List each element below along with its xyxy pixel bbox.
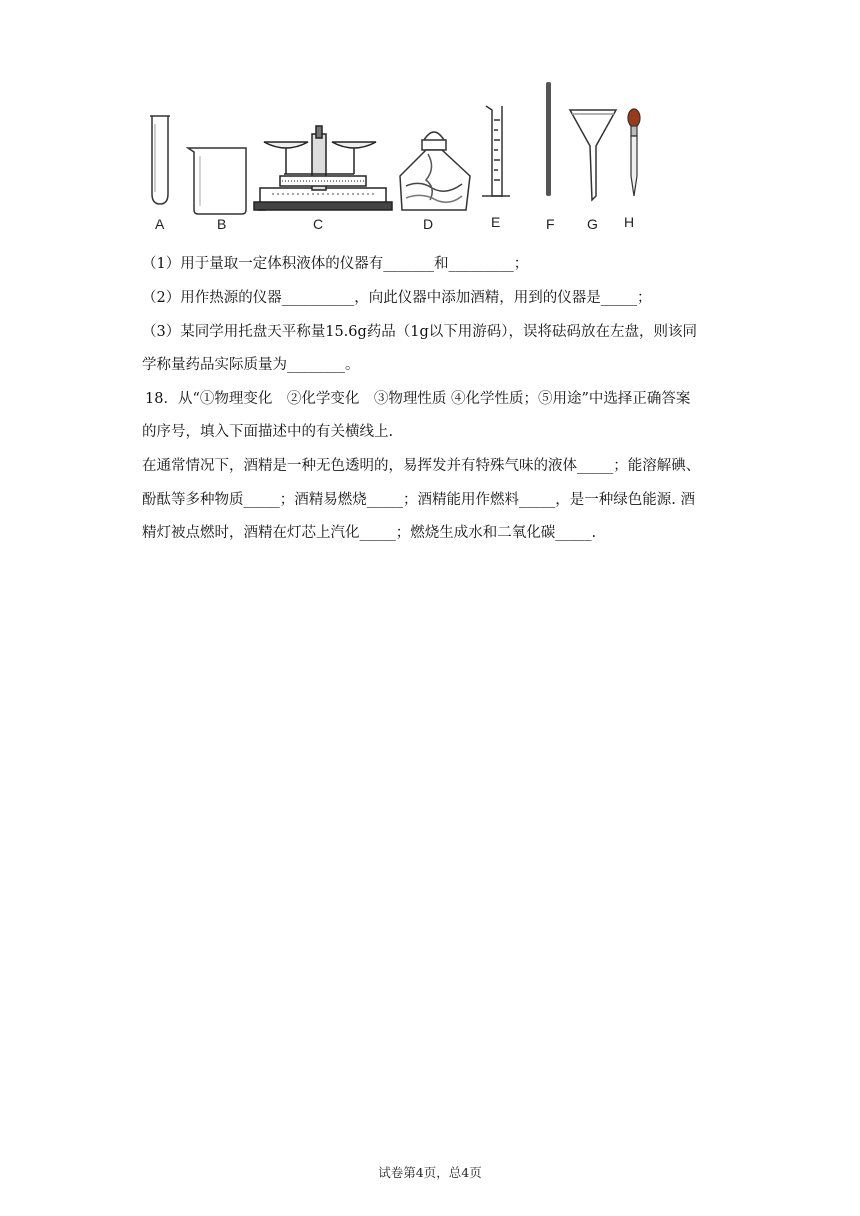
q18-line1: 18．从“①物理变化 ②化学变化 ③物理性质 ④化学性质；⑤用途”中选择正确答案 <box>145 391 691 407</box>
label-b: B <box>217 216 227 232</box>
page-footer: 试卷第4页，总4页 <box>378 1165 482 1180</box>
label-c: C <box>313 216 324 232</box>
q18-line5: 精灯被点燃时，酒精在灯芯上汽化_____；燃烧生成水和二氧化碳_____. <box>142 525 597 541</box>
label-h: H <box>624 214 635 230</box>
q18-line3: 在通常情况下，酒精是一种无色透明的，易挥发并有特殊气味的液体_____；能溶解碘、 <box>142 458 701 474</box>
instruments-drawing <box>140 76 660 236</box>
q17-part2: （2）用作热源的仪器__________，向此仪器中添加酒精，用到的仪器是_____； <box>142 290 652 306</box>
beaker-icon <box>188 148 246 214</box>
alcohol-lamp-icon <box>400 132 470 210</box>
q18-line2: 的序号，填入下面描述中的有关横线上. <box>142 424 394 440</box>
funnel-icon <box>570 110 616 200</box>
test-tube-icon <box>150 116 170 204</box>
label-a: A <box>155 216 165 232</box>
graduated-cylinder-icon <box>482 106 510 196</box>
glass-rod-icon <box>546 82 551 196</box>
label-e: E <box>491 214 501 230</box>
balance-icon <box>254 126 392 210</box>
label-f: F <box>546 216 555 232</box>
label-g: G <box>587 216 598 232</box>
q17-part3-line2: 学称量药品实际质量为________。 <box>142 357 360 373</box>
q18-line4: 酚酞等多种物质_____；酒精易燃烧_____；酒精能用作燃料_____，是一种绿色能源. 酒 <box>142 492 695 508</box>
q17-part3-line1: （3）某同学用托盘天平称量15.6g药品（1g以下用游码），误将砝码放在左盘，则该同 <box>142 324 698 340</box>
q17-part1: （1）用于量取一定体积液体的仪器有_______和_________； <box>142 256 529 272</box>
lab-instruments-figure <box>140 76 660 236</box>
dropper-icon <box>628 109 640 196</box>
label-d: D <box>423 216 434 232</box>
